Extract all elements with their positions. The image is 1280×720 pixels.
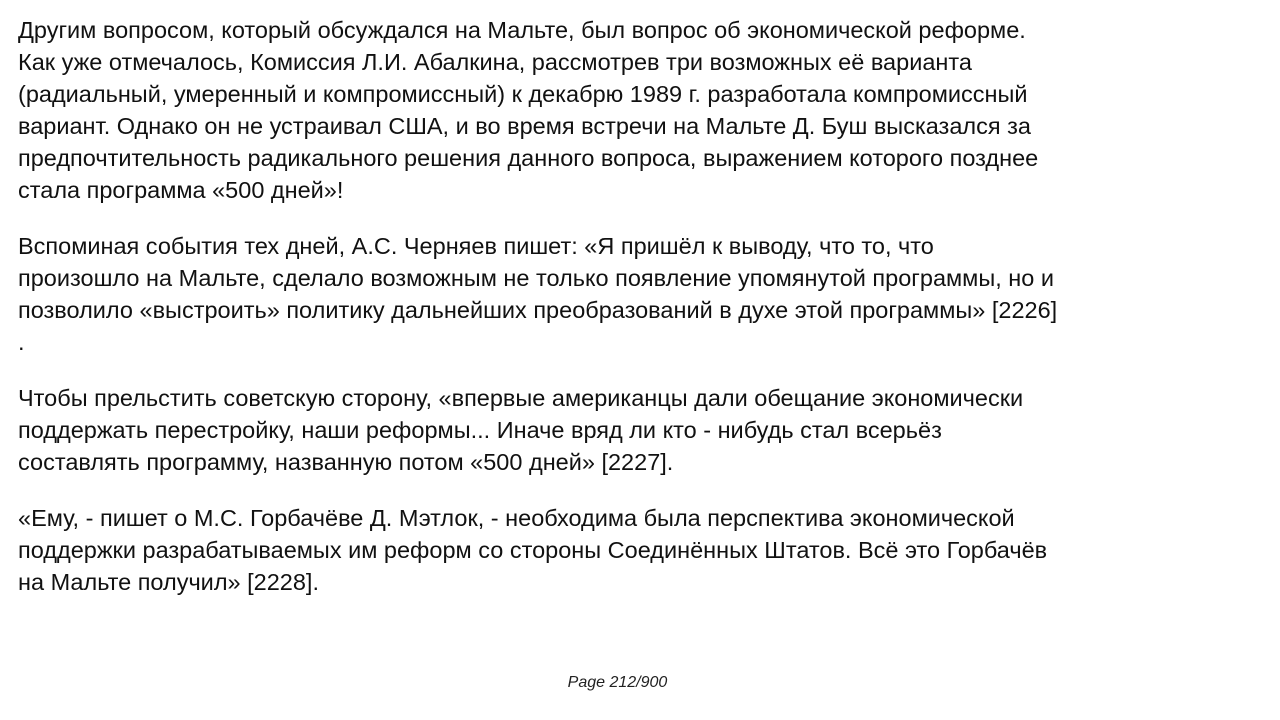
paragraph-chernyaev-quote: Вспоминая события тех дней, А.С. Черняев пишет: «Я пришёл к выводу, что то, что произошло на Мальте, сделало возможным не только появление упомянутой программы, но и позволило «выстроить» политику дальнейших преобразований в духе этой программы» [2226] . — [18, 233, 1058, 355]
page-number: Page 212/900 — [567, 674, 668, 691]
paragraph-economic-reform: Другим вопросом, который обсуждался на Мальте, был вопрос об экономической реформе. Как уже отмечалось, Комиссия Л.И. Абалкина, рассмотрев три возможных её варианта (радиальный, умеренный и компромиссный) к декабрю 1989 г. разработала компромиссный вариант. Однако он не устраивал США, и во время встречи на Мальте Д. Буш высказался за предпочтительность радикального решения данного вопроса, выражением которого позднее стала программа «500 дней»! — [18, 17, 1039, 203]
document-body — [18, 14, 1258, 598]
paragraph-matlock-quote: «Ему, - пишет о М.С. Горбачёве Д. Мэтлок, - необходима была перспектива экономической поддержки разрабатываемых им реформ со стороны Соединённых Штатов. Всё это Горбачёв на Мальте получил» [2228]. — [18, 505, 1048, 595]
paragraph-american-promise: Чтобы прельстить советскую сторону, «впервые американцы дали обещание экономически поддержать перестройку, наши реформы... Иначе вряд ли кто - нибудь стал всерьёз составлять программу, названную потом «500 дней» [2227]. — [18, 385, 1024, 475]
